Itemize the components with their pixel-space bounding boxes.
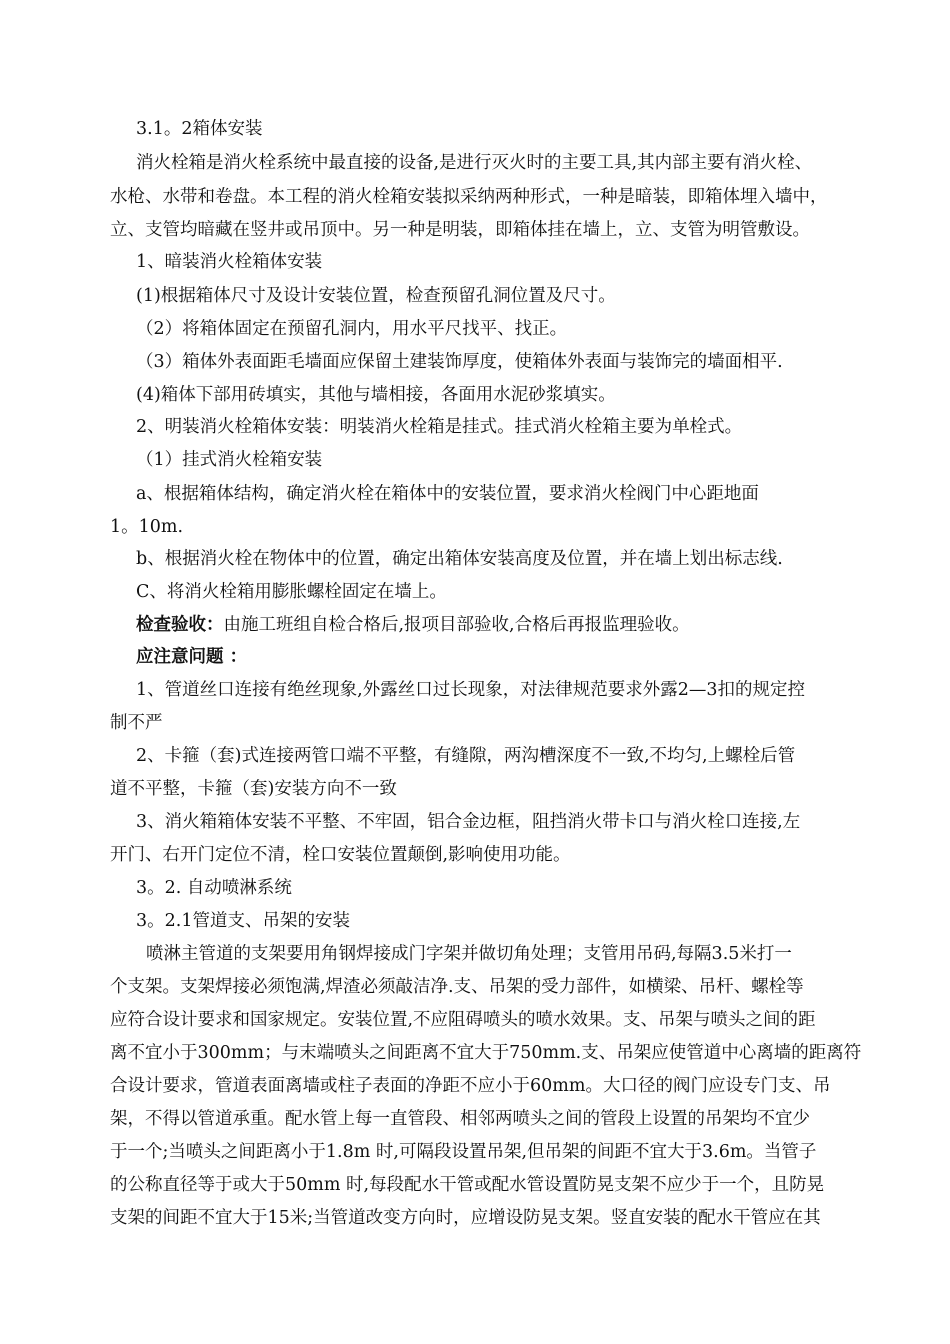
paragraph-line: 喷淋主管道的支架要用角钢焊接成门字架并做切角处理；支管用吊码,每隔3.5米打一 <box>146 944 792 964</box>
inspection-label: 检查验收： <box>136 615 224 635</box>
list-item: a、根据箱体结构，确定消火栓在箱体中的安装位置，要求消火栓阀门中心距地面 <box>136 484 759 504</box>
paragraph-line: 支架的间距不宜大于15米;当管道改变方向时，应增设防晃支架。竖直安装的配水干管应在其 <box>110 1208 821 1228</box>
inspection-line <box>136 613 870 637</box>
paragraph-line: 离不宜小于300mm；与末端喷头之间距离不宜大于750mm.支、吊架应使管道中心离墙的距离符 <box>110 1043 862 1063</box>
paragraph-line: 个支架。支架焊接必须饱满,焊渣必须敲洁净.支、吊架的受力部件，如横梁、吊杆、螺栓等 <box>110 977 804 997</box>
paragraph-line: 架，不得以管道承重。配水管上每一直管段、相邻两喷头之间的管段上设置的吊架均不宜少 <box>110 1109 810 1129</box>
paragraph-line: 合设计要求，管道表面离墙或柱子表面的净距不应小于60mm。大口径的阀门应设专门支、吊 <box>110 1076 831 1096</box>
paragraph-line: 消火栓箱是消火栓系统中最直接的设备,是进行灭火时的主要工具,其内部主要有消火栓、 <box>136 153 813 173</box>
paragraph-line: 3、消火箱箱体安装不平整、不牢固，铝合金边框，阻挡消火带卡口与消火栓口连接,左 <box>136 812 801 832</box>
section-heading-3-1-2: 3.1。2箱体安装 <box>136 119 263 139</box>
list-item: (4)箱体下部用砖填实，其他与墙相接，各面用水泥砂浆填实。 <box>136 385 616 405</box>
paragraph-line: 开门、右开门定位不清，栓口安装位置颠倒,影响使用功能。 <box>110 845 571 865</box>
list-item: b、根据消火栓在物体中的位置，确定出箱体安装高度及位置，并在墙上划出标志线. <box>136 549 783 569</box>
paragraph-line: 应符合设计要求和国家规定。安装位置,不应阻碍喷头的喷水效果。支、吊架与喷头之间的距 <box>110 1010 816 1030</box>
list-item: （3）箱体外表面距毛墙面应保留土建装饰厚度，使箱体外表面与装饰完的墙面相平. <box>136 352 783 372</box>
list-heading: 2、明装消火栓箱体安装：明装消火栓箱是挂式。挂式消火栓箱主要为单栓式。 <box>136 417 743 437</box>
list-item: C、将消火栓箱用膨胀螺栓固定在墙上。 <box>136 582 447 602</box>
paragraph-line: 1、管道丝口连接有绝丝现象,外露丝口过长现象，对法律规范要求外露2—3扣的规定控 <box>136 680 805 700</box>
paragraph-line: 制不严 <box>110 713 163 733</box>
paragraph-line: 水枪、水带和卷盘。本工程的消火栓箱安装拟采纳两种形式，一种是暗装，即箱体埋入墙中， <box>110 187 828 207</box>
paragraph-line: 1。10m. <box>110 517 184 537</box>
paragraph-line: 2、卡箍（套)式连接两管口端不平整，有缝隙，两沟槽深度不一致,不均匀,上螺栓后管 <box>136 746 796 766</box>
notes-heading: 应注意问题 ： <box>136 647 248 667</box>
paragraph-line: 道不平整，卡箍（套)安装方向不一致 <box>110 779 397 799</box>
paragraph-line: 于一个;当喷头之间距离小于1.8m 时,可隔段设置吊架,但吊架的间距不宜大于3.6m。当管子 <box>110 1142 817 1162</box>
inspection-text: 由施工班组自检合格后,报项目部验收,合格后再报监理验收。 <box>223 615 690 635</box>
list-item: (1)根据箱体尺寸及设计安装位置，检查预留孔洞位置及尺寸。 <box>136 286 616 306</box>
list-heading: 1、暗装消火栓箱体安装 <box>136 252 323 272</box>
paragraph-line: 立、支管均暗藏在竖井或吊顶中。另一种是明装，即箱体挂在墙上，立、支管为明管敷设。 <box>110 220 810 240</box>
list-item: （2）将箱体固定在预留孔洞内，用水平尺找平、找正。 <box>136 319 568 339</box>
list-item: （1）挂式消火栓箱安装 <box>136 450 323 470</box>
paragraph-line: 的公称直径等于或大于50mm 时,每段配水干管或配水管设置防晃支架不应少于一个，且防晃 <box>110 1175 825 1195</box>
section-heading-3-2: 3。2. 自动喷淋系统 <box>136 878 292 898</box>
section-heading-3-2-1: 3。2.1管道支、吊架的安装 <box>136 911 350 931</box>
